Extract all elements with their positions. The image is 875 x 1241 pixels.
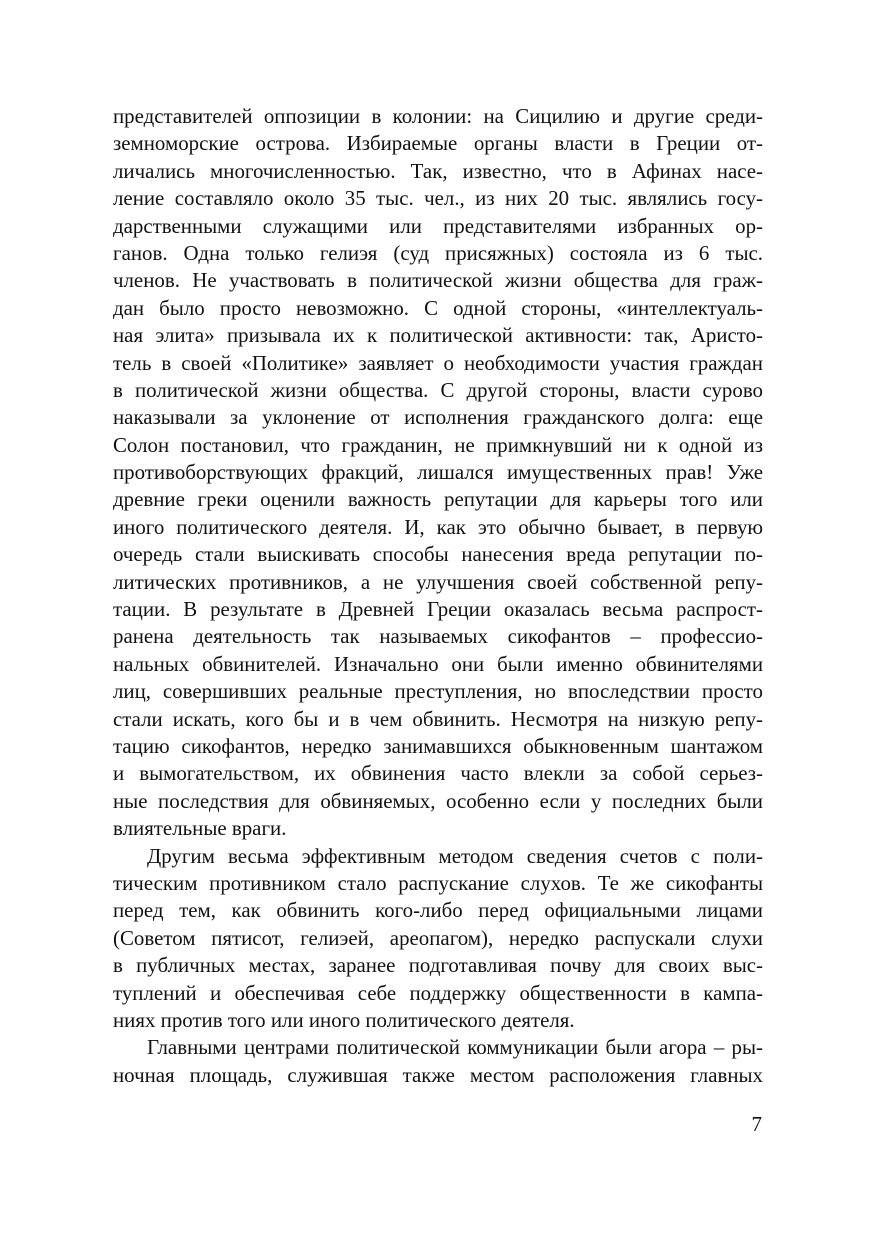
text-line: в политической жизни общества. С другой стороны, власти сурово xyxy=(113,377,763,402)
paragraph-1 xyxy=(113,103,763,843)
text-line: ниях против того или иного политического деятеля. xyxy=(113,1007,575,1032)
text-line: ление составляло около 35 тыс. чел., из них 20 тыс. являлись госу- xyxy=(113,186,763,211)
text-line: Главными центрами политической коммуникации были агора – ры- xyxy=(147,1035,763,1060)
text-line: лиц, совершивших реальные преступления, но впоследствии просто xyxy=(113,679,763,704)
text-line: иного политического деятеля. И, как это обычно бывает, в первую xyxy=(113,514,763,539)
text-line: ранена деятельность так называемых сикофантов – профессио- xyxy=(113,624,763,649)
text-line: наказывали за уклонение от исполнения гражданского долга: еще xyxy=(113,405,763,430)
text-line: дан было просто невозможно. С одной стороны, «интеллектуаль- xyxy=(113,295,763,320)
text-line: литических противников, а не улучшения своей собственной репу- xyxy=(113,569,763,594)
text-line: членов. Не участвовать в политической жизни общества для граж- xyxy=(113,268,763,293)
text-line: ные последствия для обвиняемых, особенно если у последних были xyxy=(113,788,763,813)
text-line: ночная площадь, служившая также местом расположения главных xyxy=(113,1062,763,1087)
text-line: туплений и обеспечивая себе поддержку общественности в кампа- xyxy=(113,980,763,1005)
paragraph-2 xyxy=(113,843,763,1035)
text-line: нальных обвинителей. Изначально они были именно обвинителями xyxy=(113,651,763,676)
text-line: очередь стали выискивать способы нанесения вреда репутации по- xyxy=(113,542,763,567)
text-line: земноморские острова. Избираемые органы власти в Греции от- xyxy=(113,131,763,156)
text-line: тическим противником стало распускание слухов. Те же сикофанты xyxy=(113,870,763,895)
text-line: в публичных местах, заранее подготавливая почву для своих выс- xyxy=(113,953,763,978)
text-line: дарственными служащими или представителями избранных ор- xyxy=(113,213,763,238)
text-line: представителей оппозиции в колонии: на Сицилию и другие среди- xyxy=(113,104,763,128)
text-line: Другим весьма эффективным методом сведения счетов с поли- xyxy=(147,843,763,868)
text-line: тацию сикофантов, нередко занимавшихся обыкновенным шантажом xyxy=(113,733,763,758)
text-line: Солон постановил, что гражданин, не примкнувший ни к одной из xyxy=(113,432,763,457)
text-line: влиятельные враги. xyxy=(113,816,287,841)
text-line: тации. В результате в Древней Греции оказалась весьма распрост- xyxy=(113,597,763,622)
text-line: и вымогательством, их обвинения часто влекли за собой серьез- xyxy=(113,761,763,786)
text-line: (Советом пятисот, гелиэей, ареопагом), нередко распускали слухи xyxy=(113,925,763,950)
text-line: тель в своей «Политике» заявляет о необходимости участия граждан xyxy=(113,350,763,375)
page-body-text xyxy=(113,103,763,1089)
page-number: 7 xyxy=(751,1112,762,1136)
text-line: противоборствующих фракций, лишался имущественных прав! Уже xyxy=(113,460,763,485)
text-line: ганов. Одна только гелиэя (суд присяжных) состояла из 6 тыс. xyxy=(113,240,763,265)
text-line: ная элита» призывала их к политической активности: так, Аристо- xyxy=(113,323,763,348)
text-line: личались многочисленностью. Так, известно, что в Афинах насе- xyxy=(113,158,763,183)
paragraph-3 xyxy=(113,1034,763,1089)
text-line: перед тем, как обвинить кого-либо перед официальными лицами xyxy=(113,898,763,923)
text-line: стали искать, кого бы и в чем обвинить. Несмотря на низкую репу- xyxy=(113,706,763,731)
text-line: древние греки оценили важность репутации для карьеры того или xyxy=(113,487,763,512)
